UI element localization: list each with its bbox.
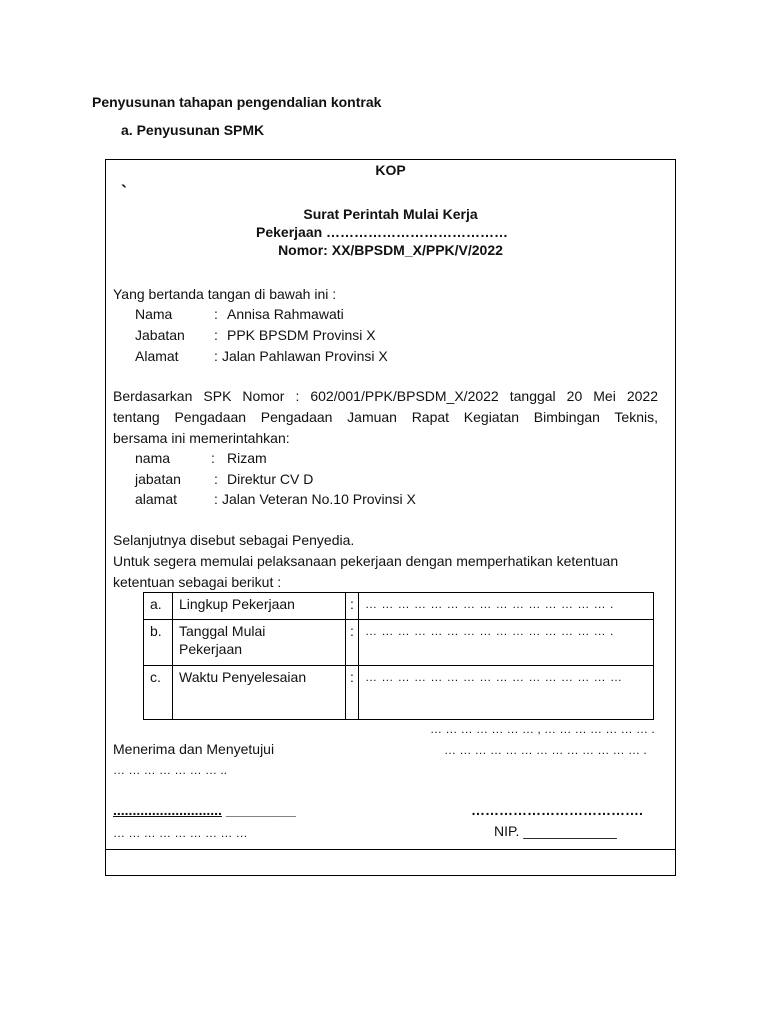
left-signature-dotted: ............................ xyxy=(113,802,222,818)
provider-address-sep: : xyxy=(214,491,218,507)
left-signature-line xyxy=(113,802,296,818)
signer-address-value: Jalan Pahlawan Provinsi X xyxy=(222,348,388,364)
signer-position-label: Jabatan xyxy=(135,327,185,343)
left-name-dots: … … … … … … … … … xyxy=(113,826,248,840)
instruction-line-1: Untuk segera memulai pelaksanaan pekerjaan dengan memperhatikan ketentuan xyxy=(113,553,619,569)
provider-address-value: Jalan Veteran No.10 Provinsi X xyxy=(222,491,416,507)
basis-line-2: tentang Pengadaan Pengadaan Jamuan Rapat Kegiatan Bimbingan Teknis, xyxy=(113,409,658,425)
provider-name-sep: : xyxy=(211,450,215,466)
table-row xyxy=(144,593,654,620)
left-org-dots: … … … … … … … .. xyxy=(113,763,228,777)
term-letter: c. xyxy=(144,666,173,720)
term-value: … … … … … … … … … … … … … … … . xyxy=(359,620,654,666)
signer-name-label: Nama xyxy=(135,306,173,322)
letter-footer-divider xyxy=(105,849,676,850)
signer-address-label: Alamat xyxy=(135,348,179,364)
basis-line-3: bersama ini memerintahkan: xyxy=(113,430,290,446)
term-letter: a. xyxy=(144,593,173,620)
signer-name-sep: : xyxy=(214,306,218,322)
provider-note: Selanjutnya disebut sebagai Penyedia. xyxy=(113,532,355,548)
term-separator: : xyxy=(346,666,359,720)
instruction-line-2: ketentuan sebagai berikut : xyxy=(113,574,282,590)
right-org-dots: … … … … … … … … … … … … … . xyxy=(444,743,647,757)
provider-name-value: Rizam xyxy=(227,450,267,466)
section-subheading: a. Penyusunan SPMK xyxy=(121,122,265,138)
signer-position-value: PPK BPSDM Provinsi X xyxy=(227,327,376,343)
term-label: Waktu Penyelesaian xyxy=(173,666,346,720)
kop-label: KOP xyxy=(375,162,406,178)
table-row xyxy=(144,620,654,666)
table-row xyxy=(144,666,654,720)
term-value: … … … … … … … … … … … … … … … . xyxy=(359,593,654,620)
term-label-line-2: Pekerjaan xyxy=(179,641,243,657)
signer-name-value: Annisa Rahmawati xyxy=(227,306,344,322)
term-separator: : xyxy=(346,620,359,666)
signer-address-sep: : xyxy=(214,348,218,364)
term-separator: : xyxy=(346,593,359,620)
basis-line-1: Berdasarkan SPK Nomor : 602/001/PPK/BPSDM_X/2022 tanggal 20 Mei 2022 xyxy=(113,388,658,404)
provider-address-label: alamat xyxy=(135,491,178,507)
provider-position-value: Direktur CV D xyxy=(227,471,314,487)
intro-text: Yang bertanda tangan di bawah ini : xyxy=(113,286,337,302)
letter-title: Surat Perintah Mulai Kerja xyxy=(303,206,478,222)
right-signature-dotted: ………………………………. xyxy=(471,802,643,818)
stray-mark: ` xyxy=(121,182,127,202)
section-heading: Penyusunan tahapan pengendalian kontrak xyxy=(92,94,382,110)
terms-table xyxy=(143,592,654,720)
term-label: Lingkup Pekerjaan xyxy=(173,593,346,620)
nip-line: NIP. ____________ xyxy=(494,823,617,839)
letter-number: Nomor: XX/BPSDM_X/PPK/V/2022 xyxy=(278,242,503,258)
term-letter: b. xyxy=(144,620,173,666)
signer-position-sep: : xyxy=(214,327,218,343)
term-label xyxy=(173,620,346,666)
acceptance-label: Menerima dan Menyetujui xyxy=(113,741,275,757)
provider-name-label: nama xyxy=(135,450,171,466)
pekerjaan-line: Pekerjaan ………………………………… xyxy=(256,224,509,240)
provider-position-label: jabatan xyxy=(135,471,181,487)
left-signature-underline: _________ xyxy=(225,802,296,818)
provider-position-sep: : xyxy=(214,471,218,487)
place-date-dots: … … … … … … … , … … … … … … … . xyxy=(430,722,655,736)
term-label-line-1: Tanggal Mulai xyxy=(179,623,266,639)
term-value: … … … … … … … … … … … … … … … … xyxy=(359,666,654,720)
